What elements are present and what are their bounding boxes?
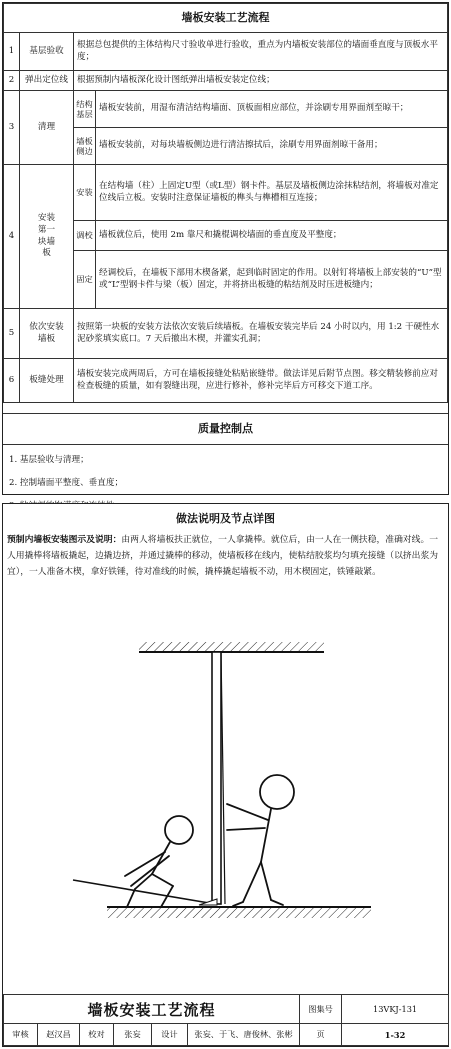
step-name: 弹出定位线 xyxy=(20,71,74,91)
design-label: 设计 xyxy=(152,1024,188,1046)
sub-step-name: 安装 xyxy=(74,165,96,221)
step-description: 经调校后，在墙板下部用木楔备紧，起到临时固定的作用。以射钉将墙板上部安装的“U”型或“L”型钢卡件与梁（板）固定，并将挤出板缝的粘结剂及时压进板缝内； xyxy=(96,251,448,309)
row-number: 3 xyxy=(4,91,20,165)
step-description: 墙板安装前，对每块墙板侧边进行清洁擦拭后，涂刷专用界面剂晾干备用； xyxy=(96,128,448,165)
detail-description xyxy=(3,532,448,580)
sub-step-name: 墙板侧边 xyxy=(74,128,96,165)
process-table xyxy=(3,3,448,403)
detail-lead: 预制内墙板安装图示及说明： xyxy=(7,535,122,545)
designer-names: 张妄、于飞、唐俊林、张彬 xyxy=(188,1024,300,1046)
ceiling-slab xyxy=(139,642,324,652)
row-number: 6 xyxy=(4,359,20,403)
step-name: 安装第一块墙板 xyxy=(20,165,74,309)
step-description: 墙板安装前，用湿布清洁结构墙面、顶板面相应部位，并涂刷专用界面剂至晾干； xyxy=(96,91,448,128)
review-label: 审核 xyxy=(4,1024,38,1046)
drawing-title: 墙板安装工艺流程 xyxy=(4,995,300,1024)
pry-bar xyxy=(73,880,215,904)
step-name: 板缝处理 xyxy=(20,359,74,403)
standing-worker-figure xyxy=(227,775,294,906)
step-name: 清理 xyxy=(20,91,74,165)
step-description: 在结构墙（柱）上固定U型（或L型）钢卡件。基层及墙板侧边涂抹粘结剂，将墙板对准定位线后立板。安装时注意保证墙板的榫头与榫槽相互连接； xyxy=(96,165,448,221)
crouching-worker-figure xyxy=(125,816,193,907)
row-number: 5 xyxy=(4,309,20,359)
quality-title: 质量控制点 xyxy=(3,413,448,445)
table-row xyxy=(4,165,448,221)
step-description: 根据总包提供的主体结构尺寸验收单进行验收，重点为内墙板安装部位的墙面垂直度与顶板水平度； xyxy=(74,33,448,71)
table-row xyxy=(4,91,448,128)
page-label: 页 xyxy=(300,1024,342,1046)
table-row xyxy=(4,309,448,359)
process-title: 墙板安装工艺流程 xyxy=(4,4,448,33)
row-number: 2 xyxy=(4,71,20,91)
sub-step-name: 结构基层 xyxy=(74,91,96,128)
detail-text: 由两人将墙板扶正就位，一人拿撬棒。就位后，由一人在一侧扶稳，准确对线。一人用撬棒将墙板撬起，边撬边挤，并通过撬棒的移动，使墙板移在线内，使粘结胶浆均匀填充接缝（以挤出浆为宜），一人准备木楔，拿好铁锤，待对准线的时候，撬棒撬起墙板不动，用木楔固定，铁锤敲紧。 xyxy=(7,535,439,577)
step-description: 按照第一块板的安装方法依次安装后续墙板。在墙板安装完毕后 24 小时以内，用 1:2 干硬性水泥砂浆填实底口。7 天后撤出木楔，并灌实孔洞； xyxy=(74,309,448,359)
step-description: 根据预制内墙板深化设计图纸弹出墙板安装定位线； xyxy=(74,71,448,91)
sub-step-name: 固定 xyxy=(74,251,96,309)
atlas-label: 图集号 xyxy=(300,995,342,1024)
table-row xyxy=(4,71,448,91)
installation-illustration xyxy=(3,624,448,964)
step-description: 墙板就位后，使用 2m 靠尺和撬棍调校墙面的垂直度及平整度； xyxy=(96,221,448,251)
detail-title: 做法说明及节点详图 xyxy=(176,512,275,525)
sub-step-name: 调校 xyxy=(74,221,96,251)
wall-panel xyxy=(212,652,225,904)
table-row xyxy=(4,359,448,403)
title-block xyxy=(3,994,449,1046)
step-description: 墙板安装完成两周后，方可在墙板接缝处粘贴嵌缝带。做法详见后附节点图。移交精装修前应对检查板缝的质量，如有裂缝出现，应进行修补，修补完毕后方可移交下道工序。 xyxy=(74,359,448,403)
check-label: 校对 xyxy=(80,1024,114,1046)
table-row xyxy=(4,33,448,71)
list-item: 2. 控制墙面平整度、垂直度； xyxy=(9,478,124,488)
step-name: 基层验收 xyxy=(20,33,74,71)
detail-panel xyxy=(2,503,449,1047)
process-panel xyxy=(2,2,449,495)
reviewer-name: 赵汉昌 xyxy=(38,1024,80,1046)
row-number: 1 xyxy=(4,33,20,71)
list-item: 1. 基层验收与清理； xyxy=(9,455,89,465)
floor-slab xyxy=(107,907,371,918)
row-number: 4 xyxy=(4,165,20,309)
checker-name: 张妄 xyxy=(114,1024,152,1046)
atlas-number: 13VKJ-131 xyxy=(342,995,449,1024)
step-name: 依次安装墙板 xyxy=(20,309,74,359)
page-number: 1-32 xyxy=(342,1024,449,1046)
